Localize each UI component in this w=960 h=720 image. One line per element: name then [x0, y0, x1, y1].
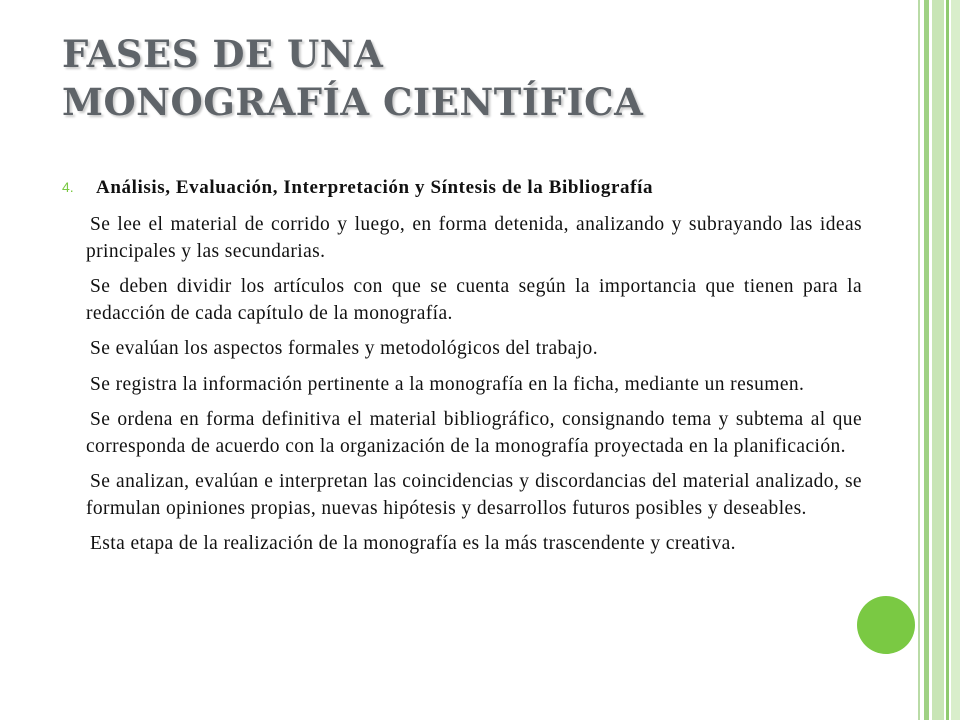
stripe — [951, 0, 960, 720]
title-line-1: FASES DE UNA — [62, 32, 384, 76]
decorative-stripes — [918, 0, 960, 720]
stripe — [924, 0, 929, 720]
list-item-heading — [62, 176, 862, 200]
slide-title — [62, 30, 902, 126]
item-number: 4. — [62, 179, 74, 195]
paragraph: Se deben dividir los artículos con que se cuenta según la importancia que tienen para la redacción de cada capítulo de la monografía. — [86, 276, 862, 324]
paragraph: Se ordena en forma definitiva el material bibliográfico, consignando tema y subtema al que corresponda de acuerdo con la organización de la monografía proyectada en la planificación. — [86, 409, 862, 457]
paragraph: Se analizan, evalúan e interpretan las coincidencias y discordancias del material analizado, se formulan opiniones propias, nuevas hipótesis y desarrollos futuros posibles y deseables. — [86, 471, 862, 519]
title-line-2: MONOGRAFÍA CIENTÍFICA — [62, 80, 644, 124]
decorative-circle-icon — [857, 596, 915, 654]
slide-content — [62, 176, 862, 567]
paragraph: Se evalúan los aspectos formales y metodológicos del trabajo. — [90, 338, 598, 359]
item-heading: Análisis, Evaluación, Interpretación y Síntesis de la Bibliografía — [96, 177, 654, 198]
paragraph: Se registra la información pertinente a la monografía en la ficha, mediante un resumen. — [90, 373, 805, 395]
stripe — [932, 0, 944, 720]
paragraph: Se lee el material de corrido y luego, en forma detenida, analizando y subrayando las ideas principales y las secundarias. — [86, 214, 862, 262]
stripe — [946, 0, 949, 720]
stripe — [918, 0, 920, 720]
paragraph: Esta etapa de la realización de la monografía es la más trascendente y creativa. — [90, 533, 736, 554]
